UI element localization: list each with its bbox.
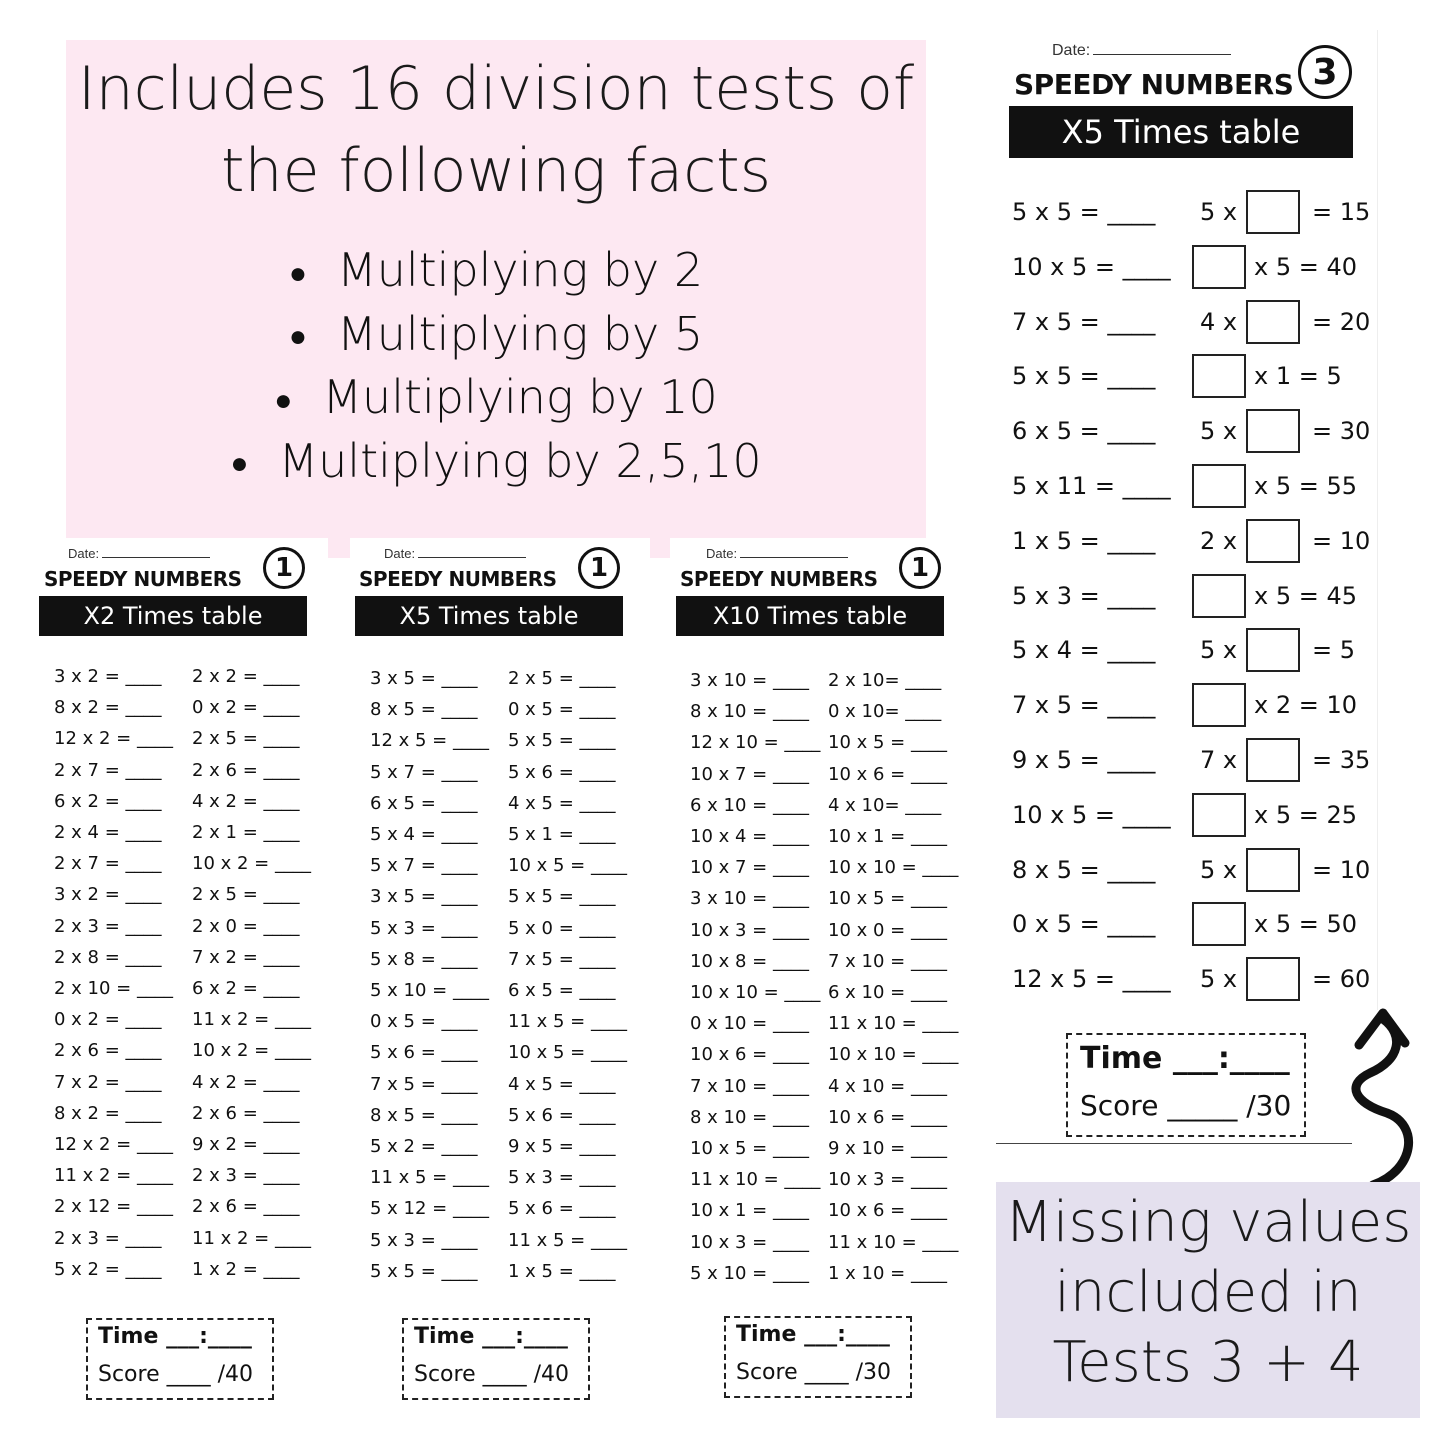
question-row [690, 1169, 947, 1191]
question-suffix: x 1 = 5 [1254, 362, 1342, 391]
brand-title: SPEEDY NUMBERS [1014, 68, 1294, 101]
question-row [54, 759, 300, 781]
answer-box[interactable] [1246, 848, 1300, 892]
question-prefix: 7 x [1200, 746, 1238, 774]
question-b: 2 x 5 = ____ [192, 884, 300, 906]
question-row [690, 950, 947, 972]
fact-item: ● Multiplying by 2 [66, 240, 926, 304]
question-row [690, 919, 947, 941]
question-suffix: = 35 [1312, 746, 1371, 774]
question-a: 10 x 1 = ____ [690, 1200, 809, 1222]
question-row [370, 1167, 616, 1189]
question-b: 9 x 10 = ____ [828, 1138, 947, 1159]
curly-arrow-icon [1325, 995, 1425, 1195]
question-row [690, 826, 947, 847]
question-row [54, 1258, 300, 1280]
divider [996, 1143, 1352, 1144]
question-a: 5 x 12 = ____ [370, 1198, 489, 1220]
question-row [370, 886, 616, 908]
question-b: 2 x 1 = ____ [192, 822, 300, 843]
question-a: 5 x 10 = ____ [690, 1262, 809, 1284]
question-b: 5 x 6 = ____ [508, 1104, 616, 1126]
question-row [370, 761, 616, 783]
question-row [54, 822, 300, 843]
question-a: 5 x 10 = ____ [370, 980, 489, 1001]
question-suffix: = 10 [1312, 855, 1371, 884]
question-b: 9 x 5 = ____ [508, 1136, 616, 1157]
missing-question-row [1012, 628, 1376, 672]
question-row [690, 1231, 959, 1253]
question-suffix: = 20 [1312, 307, 1371, 336]
question-left: 10 x 5 = ____ [1012, 252, 1171, 281]
question-row [370, 917, 616, 939]
question-a: 10 x 6 = ____ [690, 1044, 809, 1066]
test-number-badge: 1 [578, 547, 620, 589]
question-a: 0 x 10 = ____ [690, 1013, 809, 1035]
question-b: 10 x 5 = ____ [828, 888, 947, 910]
worksheet-x2 [36, 538, 328, 1418]
question-row [54, 666, 300, 687]
question-b: 2 x 0 = ____ [192, 915, 300, 937]
question-row [370, 792, 616, 814]
question-left: 5 x 5 = ____ [1012, 362, 1156, 391]
question-a: 8 x 10 = ____ [690, 1106, 809, 1128]
date-field: Date: [1052, 42, 1231, 60]
test-number-badge: 3 [1298, 45, 1352, 99]
question-a: 2 x 7 = ____ [54, 853, 162, 875]
question-row [54, 1134, 300, 1155]
question-row [54, 915, 300, 937]
question-row [54, 1196, 300, 1218]
question-row [690, 982, 947, 1003]
intro-headline [66, 48, 926, 212]
worksheet-x5-missing [1000, 30, 1376, 1140]
fact-item: ● Multiplying by 2,5,10 [66, 431, 926, 495]
missing-question-row [1012, 957, 1376, 1001]
question-a: 10 x 3 = ____ [690, 919, 809, 941]
question-b: 4 x 5 = ____ [508, 1073, 616, 1095]
question-a: 12 x 2 = ____ [54, 728, 173, 750]
question-a: 6 x 10 = ____ [690, 794, 809, 816]
question-b: 10 x 6 = ____ [828, 763, 947, 785]
question-row [690, 1013, 959, 1035]
question-row [54, 853, 311, 875]
question-row [370, 855, 627, 877]
question-suffix: = 60 [1312, 965, 1371, 994]
question-suffix: x 5 = 55 [1254, 472, 1358, 500]
question-a: 0 x 2 = ____ [54, 1009, 162, 1031]
question-b: 10 x 6 = ____ [828, 1200, 947, 1222]
question-a: 8 x 5 = ____ [370, 699, 478, 721]
question-b: 4 x 5 = ____ [508, 792, 616, 814]
question-row [54, 884, 300, 906]
question-row [370, 1011, 627, 1033]
question-b: 11 x 2 = ____ [192, 1227, 311, 1249]
question-row [370, 1073, 616, 1095]
question-row [54, 697, 300, 719]
question-a: 2 x 3 = ____ [54, 915, 162, 937]
question-row [54, 978, 300, 999]
date-field: Date: [68, 546, 210, 561]
table-banner: X10 Times table [676, 596, 944, 636]
missing-question-row [1012, 354, 1376, 398]
question-b: 2 x 10= ____ [828, 670, 942, 691]
question-b: 10 x 10 = ____ [828, 857, 959, 879]
question-b: 0 x 2 = ____ [192, 697, 300, 719]
answer-box[interactable] [1192, 574, 1246, 618]
date-field: Date: [706, 546, 848, 561]
missing-values-note [996, 1188, 1420, 1398]
question-suffix: x 5 = 40 [1254, 252, 1358, 281]
question-a: 3 x 5 = ____ [370, 668, 478, 689]
question-suffix: = 10 [1312, 526, 1371, 555]
answer-box[interactable] [1192, 464, 1246, 508]
question-a: 3 x 10 = ____ [690, 888, 809, 910]
question-a: 10 x 10 = ____ [690, 982, 821, 1003]
question-a: 12 x 10 = ____ [690, 732, 821, 754]
question-suffix: = 15 [1312, 198, 1371, 226]
question-left: 9 x 5 = ____ [1012, 746, 1156, 774]
question-a: 2 x 6 = ____ [54, 1040, 162, 1062]
question-a: 7 x 2 = ____ [54, 1071, 162, 1093]
question-row [690, 857, 959, 879]
table-banner: X5 Times table [355, 596, 623, 636]
question-b: 5 x 5 = ____ [508, 730, 616, 752]
question-b: 2 x 2 = ____ [192, 666, 300, 687]
answer-box[interactable] [1246, 628, 1300, 672]
missing-question-row [1012, 574, 1376, 618]
question-row [370, 699, 616, 721]
missing-question-row [1012, 409, 1376, 453]
question-left: 0 x 5 = ____ [1012, 910, 1156, 939]
table-banner: X2 Times table [39, 596, 307, 636]
question-b: 10 x 1 = ____ [828, 826, 947, 847]
question-suffix: = 5 [1312, 636, 1356, 665]
fact-item: ● Multiplying by 10 [66, 367, 926, 431]
question-prefix: 4 x [1200, 307, 1238, 336]
missing-question-row [1012, 683, 1376, 727]
question-b: 7 x 10 = ____ [828, 950, 947, 972]
question-left: 12 x 5 = ____ [1012, 965, 1171, 994]
question-row [690, 1044, 959, 1066]
question-a: 5 x 4 = ____ [370, 824, 478, 845]
question-a: 10 x 7 = ____ [690, 857, 809, 879]
question-row [690, 1200, 947, 1222]
question-row [370, 1042, 627, 1064]
date-field: Date: [384, 546, 526, 561]
question-row [370, 668, 616, 689]
question-row [690, 1138, 947, 1159]
question-b: 11 x 5 = ____ [508, 1229, 627, 1251]
question-b: 1 x 5 = ____ [508, 1260, 616, 1282]
question-a: 2 x 7 = ____ [54, 759, 162, 781]
question-row [370, 1136, 616, 1157]
question-b: 4 x 10= ____ [828, 794, 942, 816]
question-row [370, 1229, 627, 1251]
question-b: 1 x 10 = ____ [828, 1262, 947, 1284]
question-row [690, 794, 942, 816]
question-a: 5 x 7 = ____ [370, 855, 478, 877]
question-b: 10 x 6 = ____ [828, 1106, 947, 1128]
question-b: 5 x 0 = ____ [508, 917, 616, 939]
question-row [370, 824, 616, 845]
question-left: 6 x 5 = ____ [1012, 417, 1156, 446]
question-b: 2 x 6 = ____ [192, 1196, 300, 1218]
missing-question-row [1012, 300, 1376, 344]
question-a: 8 x 10 = ____ [690, 701, 809, 723]
question-row [370, 980, 616, 1001]
question-a: 10 x 7 = ____ [690, 763, 809, 785]
answer-box[interactable] [1246, 738, 1300, 782]
question-b: 11 x 10 = ____ [828, 1231, 959, 1253]
question-a: 12 x 2 = ____ [54, 1134, 173, 1155]
worksheet-x5 [350, 538, 650, 1418]
question-b: 4 x 2 = ____ [192, 790, 300, 812]
question-b: 5 x 5 = ____ [508, 886, 616, 908]
question-b: 6 x 5 = ____ [508, 980, 616, 1001]
question-a: 5 x 8 = ____ [370, 948, 478, 970]
brand-title: SPEEDY NUMBERS [359, 567, 557, 591]
question-row [54, 946, 300, 968]
answer-box[interactable] [1192, 354, 1246, 398]
question-a: 11 x 2 = ____ [54, 1165, 173, 1187]
question-left: 5 x 5 = ____ [1012, 198, 1156, 226]
question-row [370, 1260, 616, 1282]
question-b: 6 x 10 = ____ [828, 982, 947, 1003]
question-b: 9 x 2 = ____ [192, 1134, 300, 1155]
question-a: 5 x 6 = ____ [370, 1042, 478, 1064]
question-a: 10 x 4 = ____ [690, 826, 809, 847]
question-a: 8 x 2 = ____ [54, 697, 162, 719]
question-b: 7 x 2 = ____ [192, 946, 300, 968]
question-b: 10 x 2 = ____ [192, 1040, 311, 1062]
time-score-box: Time ___:____ Score ____ /40 [86, 1318, 274, 1400]
question-b: 10 x 5 = ____ [508, 855, 627, 877]
question-b: 1 x 2 = ____ [192, 1258, 300, 1280]
question-left: 5 x 11 = ____ [1012, 472, 1171, 500]
headline-line-2: the following facts [221, 136, 771, 206]
time-score-box: Time ___:____ Score _____ /30 [1066, 1033, 1306, 1137]
question-left: 5 x 4 = ____ [1012, 636, 1156, 665]
question-suffix: = 30 [1312, 417, 1371, 446]
answer-box[interactable] [1246, 300, 1300, 344]
question-b: 7 x 5 = ____ [508, 948, 616, 970]
question-a: 3 x 5 = ____ [370, 886, 478, 908]
question-a: 6 x 5 = ____ [370, 792, 478, 814]
question-row [54, 728, 300, 750]
question-row [370, 948, 616, 970]
question-b: 5 x 6 = ____ [508, 761, 616, 783]
question-a: 12 x 5 = ____ [370, 730, 489, 752]
question-a: 5 x 2 = ____ [54, 1258, 162, 1280]
question-a: 7 x 10 = ____ [690, 1075, 809, 1097]
answer-box[interactable] [1246, 190, 1300, 234]
question-a: 5 x 3 = ____ [370, 917, 478, 939]
question-row [370, 1198, 616, 1220]
bullet-icon: ● [288, 255, 307, 291]
missing-question-row [1012, 738, 1376, 782]
question-suffix: x 5 = 45 [1254, 581, 1358, 610]
question-row [370, 1104, 616, 1126]
answer-box[interactable] [1246, 519, 1300, 563]
question-row [54, 1009, 311, 1031]
question-row [690, 1075, 947, 1097]
question-a: 10 x 5 = ____ [690, 1138, 809, 1159]
question-b: 2 x 3 = ____ [192, 1165, 300, 1187]
question-row [690, 888, 947, 910]
question-row [690, 701, 942, 723]
answer-box[interactable] [1246, 409, 1300, 453]
time-score-box: Time ___:____ Score ____ /40 [402, 1318, 590, 1400]
question-a: 8 x 5 = ____ [370, 1104, 478, 1126]
question-b: 11 x 10 = ____ [828, 1013, 959, 1035]
question-prefix: 5 x [1200, 965, 1238, 994]
question-a: 3 x 2 = ____ [54, 666, 162, 687]
note-line-3: Tests 3 + 4 [1052, 1330, 1364, 1395]
question-a: 10 x 8 = ____ [690, 950, 809, 972]
sheet-edge [1377, 30, 1378, 1010]
missing-question-row [1012, 848, 1376, 892]
question-prefix: 5 x [1200, 198, 1238, 226]
question-b: 11 x 5 = ____ [508, 1011, 627, 1033]
question-row [54, 1040, 311, 1062]
fact-item: ● Multiplying by 5 [66, 304, 926, 368]
question-a: 11 x 10 = ____ [690, 1169, 821, 1191]
question-b: 10 x 5 = ____ [508, 1042, 627, 1064]
question-prefix: 5 x [1200, 636, 1238, 665]
answer-box[interactable] [1192, 793, 1246, 837]
question-a: 0 x 5 = ____ [370, 1011, 478, 1033]
question-b: 6 x 2 = ____ [192, 978, 300, 999]
time-score-box: Time ___:____ Score ____ /30 [724, 1316, 912, 1398]
test-number-badge: 1 [263, 547, 305, 589]
missing-question-row [1012, 902, 1376, 946]
brand-title: SPEEDY NUMBERS [44, 567, 242, 591]
question-a: 5 x 3 = ____ [370, 1229, 478, 1251]
question-row [54, 1071, 300, 1093]
question-b: 0 x 5 = ____ [508, 699, 616, 721]
bullet-icon: ● [230, 446, 249, 481]
question-a: 5 x 2 = ____ [370, 1136, 478, 1157]
question-left: 7 x 5 = ____ [1012, 691, 1156, 720]
question-a: 5 x 5 = ____ [370, 1260, 478, 1282]
question-a: 5 x 7 = ____ [370, 761, 478, 783]
test-number-badge: 1 [899, 547, 941, 589]
question-b: 11 x 2 = ____ [192, 1009, 311, 1031]
question-suffix: x 5 = 50 [1254, 910, 1358, 939]
question-a: 7 x 5 = ____ [370, 1073, 478, 1095]
question-b: 2 x 6 = ____ [192, 1102, 300, 1124]
question-b: 4 x 2 = ____ [192, 1071, 300, 1093]
question-b: 2 x 5 = ____ [508, 668, 616, 689]
table-banner: X5 Times table [1009, 106, 1353, 158]
question-a: 2 x 12 = ____ [54, 1196, 173, 1218]
question-a: 8 x 2 = ____ [54, 1102, 162, 1124]
question-a: 2 x 10 = ____ [54, 978, 173, 999]
question-a: 10 x 3 = ____ [690, 1231, 809, 1253]
answer-box[interactable] [1192, 902, 1246, 946]
question-row [690, 1106, 947, 1128]
note-line-2: included in [1054, 1260, 1362, 1325]
missing-question-row [1012, 519, 1376, 563]
facts-list [66, 240, 926, 494]
missing-question-row [1012, 245, 1376, 289]
question-a: 2 x 3 = ____ [54, 1227, 162, 1249]
question-b: 4 x 10 = ____ [828, 1075, 947, 1097]
question-b: 10 x 2 = ____ [192, 853, 311, 875]
worksheet-x10 [670, 538, 980, 1418]
question-left: 7 x 5 = ____ [1012, 307, 1156, 336]
missing-question-row [1012, 190, 1376, 234]
question-left: 8 x 5 = ____ [1012, 855, 1156, 884]
question-b: 2 x 6 = ____ [192, 759, 300, 781]
question-prefix: 5 x [1200, 417, 1238, 446]
question-suffix: x 2 = 10 [1254, 691, 1358, 720]
headline-line-1: Includes 16 division tests of [77, 54, 915, 124]
question-a: 11 x 5 = ____ [370, 1167, 489, 1189]
question-b: 5 x 6 = ____ [508, 1198, 616, 1220]
question-row [370, 730, 616, 752]
question-a: 2 x 8 = ____ [54, 946, 162, 968]
question-row [690, 732, 947, 754]
question-a: 3 x 10 = ____ [690, 670, 809, 691]
question-b: 10 x 10 = ____ [828, 1044, 959, 1066]
brand-title: SPEEDY NUMBERS [680, 567, 878, 591]
question-prefix: 2 x [1200, 526, 1238, 555]
question-b: 10 x 5 = ____ [828, 732, 947, 754]
question-left: 5 x 3 = ____ [1012, 581, 1156, 610]
question-row [54, 1227, 311, 1249]
question-a: 2 x 4 = ____ [54, 822, 162, 843]
missing-question-row [1012, 464, 1376, 508]
question-left: 10 x 5 = ____ [1012, 800, 1171, 829]
question-suffix: x 5 = 25 [1254, 800, 1358, 829]
question-b: 0 x 10= ____ [828, 701, 942, 723]
question-b: 10 x 3 = ____ [828, 1169, 947, 1191]
question-row [690, 1262, 947, 1284]
question-row [54, 1165, 300, 1187]
question-row [690, 763, 947, 785]
question-row [54, 1102, 300, 1124]
bullet-icon: ● [288, 319, 307, 354]
question-row [690, 670, 942, 691]
answer-box[interactable] [1192, 245, 1246, 289]
question-row [54, 790, 300, 812]
question-b: 2 x 5 = ____ [192, 728, 300, 750]
missing-question-row [1012, 793, 1376, 837]
question-a: 6 x 2 = ____ [54, 790, 162, 812]
answer-box[interactable] [1192, 683, 1246, 727]
question-a: 3 x 2 = ____ [54, 884, 162, 906]
question-prefix: 5 x [1200, 855, 1238, 884]
question-left: 1 x 5 = ____ [1012, 526, 1156, 555]
answer-box[interactable] [1246, 957, 1300, 1001]
note-line-1: Missing values [1004, 1190, 1412, 1255]
question-b: 5 x 3 = ____ [508, 1167, 616, 1189]
question-b: 5 x 1 = ____ [508, 824, 616, 845]
question-b: 10 x 0 = ____ [828, 919, 947, 941]
bullet-icon: ● [274, 382, 293, 418]
